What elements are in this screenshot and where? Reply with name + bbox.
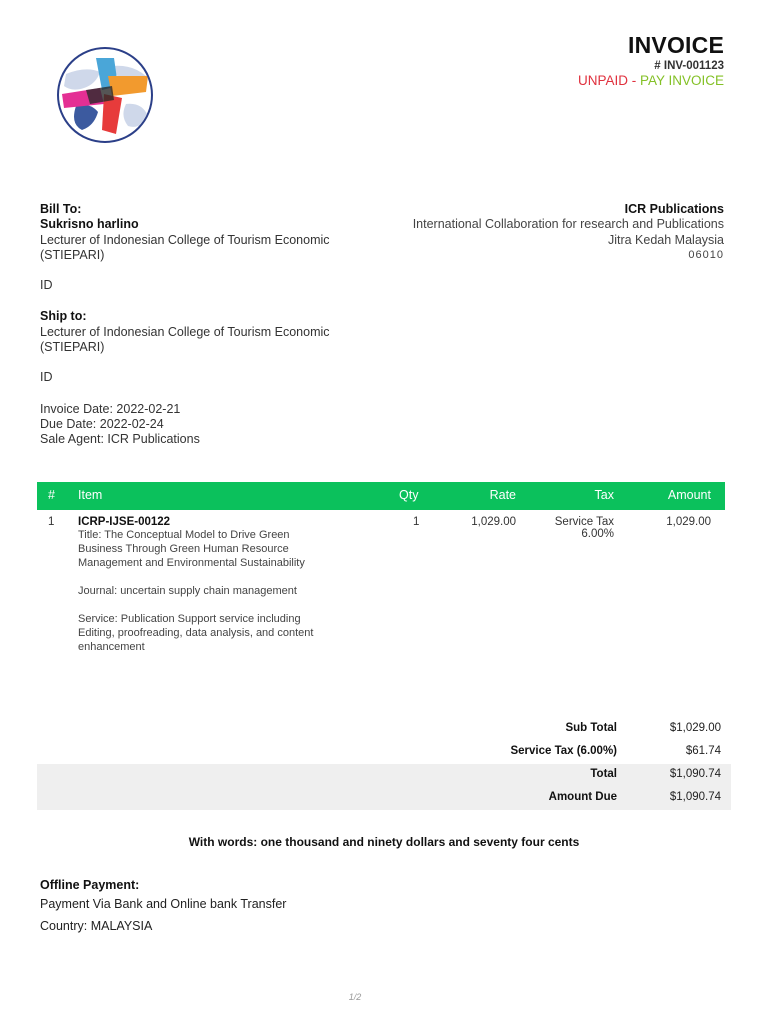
amount-due-label: Amount Due bbox=[548, 791, 617, 803]
company-line2: Jitra Kedah Malaysia bbox=[607, 232, 724, 247]
invoice-number: # INV-001123 bbox=[654, 60, 724, 72]
invoice-date: Invoice Date: 2022-02-21 bbox=[40, 401, 181, 416]
sale-agent: Sale Agent: ICR Publications bbox=[40, 432, 200, 447]
item-tax-rate: 6.00% bbox=[581, 528, 614, 540]
ship-to-country: ID bbox=[40, 370, 53, 385]
item-qty: 1 bbox=[413, 516, 420, 528]
ship-to-org-line1: Lecturer of Indonesian College of Tourism Economic bbox=[40, 324, 330, 339]
hands-globe-logo bbox=[56, 46, 154, 144]
col-item: Item bbox=[78, 488, 103, 502]
items-table-header bbox=[37, 482, 725, 510]
col-amount: Amount bbox=[667, 488, 711, 502]
company-name: ICR Publications bbox=[624, 202, 724, 216]
ship-to-heading: Ship to: bbox=[40, 309, 87, 324]
bill-to-org-line2: (STIEPARI) bbox=[40, 247, 105, 262]
bill-to-heading: Bill To: bbox=[40, 202, 82, 216]
company-logo bbox=[56, 46, 154, 144]
amount-due-value: $1,090.74 bbox=[669, 791, 721, 803]
item-amount: 1,029.00 bbox=[666, 516, 711, 528]
item-code: ICRP-IJSE-00122 bbox=[78, 516, 171, 528]
amount-in-words: With words: one thousand and ninety dollars and seventy four cents bbox=[188, 835, 580, 849]
item-service-line2: Editing, proofreading, data analysis, and content bbox=[78, 627, 314, 639]
row-number: 1 bbox=[48, 516, 55, 528]
pay-invoice-link[interactable]: PAY INVOICE bbox=[639, 73, 724, 88]
due-date: Due Date: 2022-02-24 bbox=[40, 416, 164, 431]
totals-block bbox=[37, 718, 731, 810]
amount-due-row bbox=[37, 787, 731, 810]
bill-to-block bbox=[40, 202, 380, 448]
col-rate: Rate bbox=[489, 488, 516, 502]
item-description bbox=[78, 528, 343, 654]
tax-label: Service Tax (6.00%) bbox=[510, 745, 617, 757]
subtotal-row bbox=[37, 718, 731, 741]
payment-method: Payment Via Bank and Online bank Transfer bbox=[40, 897, 287, 911]
item-title-line1: Title: The Conceptual Model to Drive Green bbox=[78, 529, 290, 541]
bill-to-name: Sukrisno harlino bbox=[40, 217, 139, 232]
item-service-line3: enhancement bbox=[78, 641, 145, 653]
total-label: Total bbox=[590, 768, 617, 780]
col-qty: Qty bbox=[399, 488, 419, 502]
total-value: $1,090.74 bbox=[669, 768, 721, 780]
table-row bbox=[37, 513, 725, 663]
invoice-status-line bbox=[578, 73, 724, 88]
status-separator: - bbox=[627, 73, 640, 88]
offline-payment-heading: Offline Payment: bbox=[40, 878, 140, 892]
payment-country: Country: MALAYSIA bbox=[40, 919, 153, 933]
tax-value: $61.74 bbox=[685, 745, 721, 757]
invoice-title: INVOICE bbox=[628, 32, 724, 58]
company-block bbox=[364, 202, 724, 263]
col-tax: Tax bbox=[594, 488, 614, 502]
subtotal-value: $1,029.00 bbox=[669, 722, 721, 734]
item-service-line1: Service: Publication Support service including bbox=[78, 613, 301, 625]
subtotal-label: Sub Total bbox=[565, 722, 617, 734]
item-tax bbox=[555, 516, 614, 540]
bill-to-country: ID bbox=[40, 278, 53, 293]
item-rate: 1,029.00 bbox=[471, 516, 516, 528]
col-num: # bbox=[48, 488, 55, 502]
item-title-line3: Management and Environmental Sustainability bbox=[78, 557, 305, 569]
tax-row bbox=[37, 741, 731, 764]
item-cell bbox=[78, 516, 343, 654]
unpaid-status: UNPAID bbox=[577, 73, 628, 88]
item-journal: Journal: uncertain supply chain management bbox=[78, 585, 297, 597]
company-line1: International Collaboration for research and Publications bbox=[412, 217, 724, 232]
company-zip: 06010 bbox=[688, 248, 724, 261]
bill-to-org-line1: Lecturer of Indonesian College of Tourism Economic bbox=[40, 232, 330, 247]
total-row bbox=[37, 764, 731, 787]
ship-to-org-line2: (STIEPARI) bbox=[40, 340, 105, 355]
item-tax-name: Service Tax bbox=[554, 516, 614, 528]
page-number: 1/2 bbox=[348, 992, 362, 1002]
item-title-line2: Business Through Green Human Resource bbox=[78, 543, 289, 555]
